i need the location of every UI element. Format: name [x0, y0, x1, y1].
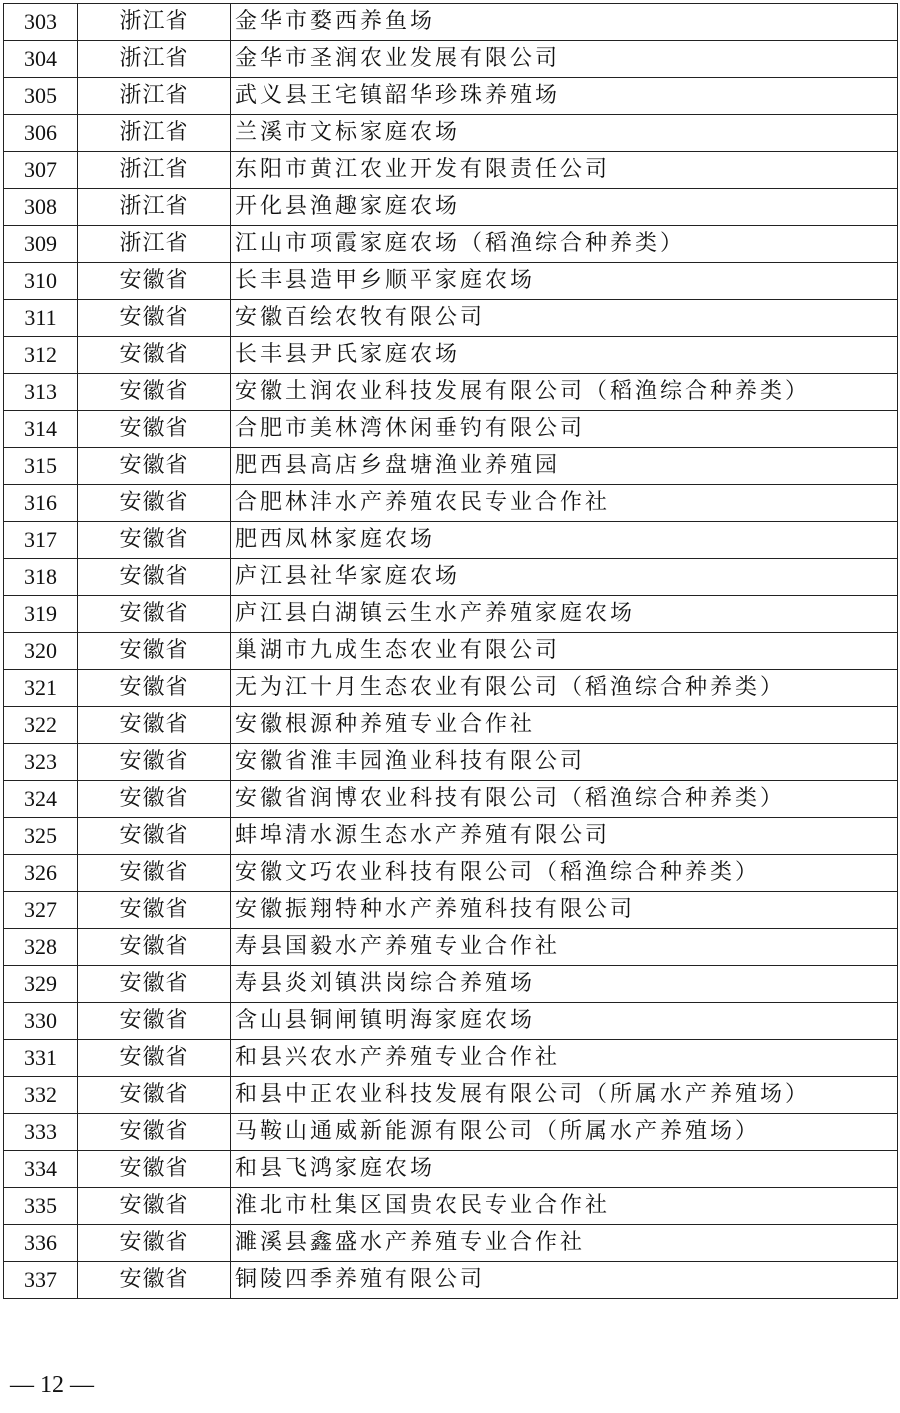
table-row: [4, 559, 898, 596]
organization-name-cell: 兰溪市文标家庭农场: [231, 115, 898, 152]
row-number-cell: 308: [4, 189, 78, 226]
table-row: [4, 633, 898, 670]
row-number-cell: 328: [4, 929, 78, 966]
organization-name-cell: 金华市婺西养鱼场: [231, 4, 898, 41]
table-row: [4, 4, 898, 41]
table-row: [4, 892, 898, 929]
row-number-cell: 331: [4, 1040, 78, 1077]
organization-name-cell: 长丰县造甲乡顺平家庭农场: [231, 263, 898, 300]
table-row: [4, 226, 898, 263]
organization-name-cell: 合肥林沣水产养殖农民专业合作社: [231, 485, 898, 522]
province-cell: 浙江省: [78, 78, 231, 115]
row-number-cell: 323: [4, 744, 78, 781]
table-row: [4, 670, 898, 707]
province-cell: 安徽省: [78, 929, 231, 966]
organization-name-cell: 合肥市美林湾休闲垂钓有限公司: [231, 411, 898, 448]
province-cell: 安徽省: [78, 633, 231, 670]
table-row: [4, 152, 898, 189]
province-cell: 安徽省: [78, 411, 231, 448]
organization-name-cell: 长丰县尹氏家庭农场: [231, 337, 898, 374]
row-number-cell: 335: [4, 1188, 78, 1225]
row-number-cell: 326: [4, 855, 78, 892]
province-cell: 安徽省: [78, 485, 231, 522]
table-row: [4, 781, 898, 818]
organization-name-cell: 东阳市黄江农业开发有限责任公司: [231, 152, 898, 189]
organization-name-cell: 庐江县白湖镇云生水产养殖家庭农场: [231, 596, 898, 633]
organization-name-cell: 铜陵四季养殖有限公司: [231, 1262, 898, 1299]
row-number-cell: 305: [4, 78, 78, 115]
row-number-cell: 327: [4, 892, 78, 929]
table-row: [4, 300, 898, 337]
organization-name-cell: 淮北市杜集区国贵农民专业合作社: [231, 1188, 898, 1225]
organization-name-cell: 寿县国毅水产养殖专业合作社: [231, 929, 898, 966]
province-cell: 安徽省: [78, 781, 231, 818]
province-cell: 安徽省: [78, 1114, 231, 1151]
organization-name-cell: 和县飞鸿家庭农场: [231, 1151, 898, 1188]
province-cell: 安徽省: [78, 1188, 231, 1225]
province-cell: 安徽省: [78, 1225, 231, 1262]
table-row: [4, 522, 898, 559]
table-row: [4, 1225, 898, 1262]
row-number-cell: 306: [4, 115, 78, 152]
province-cell: 安徽省: [78, 892, 231, 929]
table-row: [4, 115, 898, 152]
row-number-cell: 319: [4, 596, 78, 633]
province-cell: 安徽省: [78, 374, 231, 411]
organization-name-cell: 开化县渔趣家庭农场: [231, 189, 898, 226]
province-cell: 浙江省: [78, 41, 231, 78]
table-row: [4, 966, 898, 1003]
organization-name-cell: 安徽文巧农业科技有限公司（稻渔综合种养类）: [231, 855, 898, 892]
province-cell: 安徽省: [78, 1262, 231, 1299]
organization-name-cell: 安徽省淮丰园渔业科技有限公司: [231, 744, 898, 781]
organization-name-cell: 安徽百绘农牧有限公司: [231, 300, 898, 337]
province-cell: 安徽省: [78, 707, 231, 744]
organization-name-cell: 和县兴农水产养殖专业合作社: [231, 1040, 898, 1077]
table-row: [4, 1003, 898, 1040]
organization-name-cell: 江山市项霞家庭农场（稻渔综合种养类）: [231, 226, 898, 263]
province-cell: 浙江省: [78, 115, 231, 152]
province-cell: 浙江省: [78, 152, 231, 189]
province-cell: 安徽省: [78, 522, 231, 559]
organization-name-cell: 蚌埠清水源生态水产养殖有限公司: [231, 818, 898, 855]
table-row: [4, 411, 898, 448]
table-row: [4, 1262, 898, 1299]
organization-name-cell: 肥西县高店乡盘塘渔业养殖园: [231, 448, 898, 485]
province-cell: 安徽省: [78, 1040, 231, 1077]
row-number-cell: 303: [4, 4, 78, 41]
table-row: [4, 744, 898, 781]
province-cell: 安徽省: [78, 448, 231, 485]
organization-name-cell: 肥西凤林家庭农场: [231, 522, 898, 559]
table-body: [4, 4, 898, 1299]
table-row: [4, 337, 898, 374]
province-cell: 安徽省: [78, 1003, 231, 1040]
row-number-cell: 321: [4, 670, 78, 707]
row-number-cell: 332: [4, 1077, 78, 1114]
organization-name-cell: 庐江县社华家庭农场: [231, 559, 898, 596]
row-number-cell: 337: [4, 1262, 78, 1299]
province-cell: 浙江省: [78, 226, 231, 263]
row-number-cell: 324: [4, 781, 78, 818]
province-cell: 安徽省: [78, 596, 231, 633]
table-row: [4, 1077, 898, 1114]
organization-name-cell: 安徽根源种养殖专业合作社: [231, 707, 898, 744]
province-cell: 安徽省: [78, 670, 231, 707]
table-row: [4, 1040, 898, 1077]
row-number-cell: 313: [4, 374, 78, 411]
table-row: [4, 1114, 898, 1151]
table-row: [4, 78, 898, 115]
province-cell: 浙江省: [78, 4, 231, 41]
province-cell: 安徽省: [78, 337, 231, 374]
row-number-cell: 330: [4, 1003, 78, 1040]
province-cell: 浙江省: [78, 189, 231, 226]
table-row: [4, 374, 898, 411]
organization-name-cell: 濉溪县鑫盛水产养殖专业合作社: [231, 1225, 898, 1262]
table-row: [4, 189, 898, 226]
organization-name-cell: 安徽振翔特种水产养殖科技有限公司: [231, 892, 898, 929]
organization-name-cell: 马鞍山通威新能源有限公司（所属水产养殖场）: [231, 1114, 898, 1151]
row-number-cell: 322: [4, 707, 78, 744]
page-number: — 12 —: [10, 1372, 94, 1398]
table-row: [4, 707, 898, 744]
table-row: [4, 818, 898, 855]
organization-name-cell: 武义县王宅镇韶华珍珠养殖场: [231, 78, 898, 115]
row-number-cell: 333: [4, 1114, 78, 1151]
organization-name-cell: 巢湖市九成生态农业有限公司: [231, 633, 898, 670]
organization-name-cell: 含山县铜闸镇明海家庭农场: [231, 1003, 898, 1040]
organization-name-cell: 安徽土润农业科技发展有限公司（稻渔综合种养类）: [231, 374, 898, 411]
organization-name-cell: 安徽省润博农业科技有限公司（稻渔综合种养类）: [231, 781, 898, 818]
organization-name-cell: 金华市圣润农业发展有限公司: [231, 41, 898, 78]
row-number-cell: 325: [4, 818, 78, 855]
row-number-cell: 318: [4, 559, 78, 596]
organization-name-cell: 无为江十月生态农业有限公司（稻渔综合种养类）: [231, 670, 898, 707]
row-number-cell: 311: [4, 300, 78, 337]
table-row: [4, 485, 898, 522]
row-number-cell: 315: [4, 448, 78, 485]
province-cell: 安徽省: [78, 855, 231, 892]
row-number-cell: 310: [4, 263, 78, 300]
fishery-list-table: [3, 3, 898, 1299]
row-number-cell: 314: [4, 411, 78, 448]
organization-name-cell: 寿县炎刘镇洪岗综合养殖场: [231, 966, 898, 1003]
province-cell: 安徽省: [78, 300, 231, 337]
table-row: [4, 855, 898, 892]
table-row: [4, 448, 898, 485]
row-number-cell: 334: [4, 1151, 78, 1188]
row-number-cell: 312: [4, 337, 78, 374]
row-number-cell: 316: [4, 485, 78, 522]
province-cell: 安徽省: [78, 263, 231, 300]
table-row: [4, 263, 898, 300]
row-number-cell: 329: [4, 966, 78, 1003]
province-cell: 安徽省: [78, 744, 231, 781]
province-cell: 安徽省: [78, 1151, 231, 1188]
row-number-cell: 307: [4, 152, 78, 189]
row-number-cell: 320: [4, 633, 78, 670]
row-number-cell: 304: [4, 41, 78, 78]
table-row: [4, 596, 898, 633]
organization-name-cell: 和县中正农业科技发展有限公司（所属水产养殖场）: [231, 1077, 898, 1114]
province-cell: 安徽省: [78, 818, 231, 855]
row-number-cell: 309: [4, 226, 78, 263]
province-cell: 安徽省: [78, 1077, 231, 1114]
province-cell: 安徽省: [78, 559, 231, 596]
table-row: [4, 41, 898, 78]
row-number-cell: 317: [4, 522, 78, 559]
row-number-cell: 336: [4, 1225, 78, 1262]
province-cell: 安徽省: [78, 966, 231, 1003]
table-row: [4, 1151, 898, 1188]
table-row: [4, 1188, 898, 1225]
table-row: [4, 929, 898, 966]
